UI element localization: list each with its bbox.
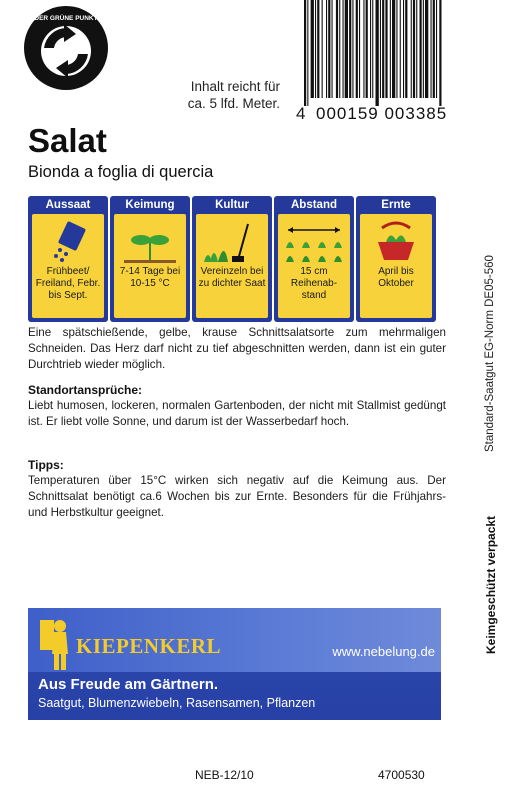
barcode-bar	[420, 0, 422, 98]
barcode-bar	[423, 0, 424, 98]
tile-keimung	[110, 196, 190, 322]
row-spacing-icon	[278, 220, 350, 264]
barcode-bar	[385, 0, 387, 98]
barcode-bar	[425, 0, 428, 98]
tile-kultur	[192, 196, 272, 322]
norm-text: Standard-Saatgut EG-Norm DE05-560	[484, 255, 496, 452]
barcode-bar	[307, 0, 308, 106]
standort-text: Liebt humosen, lockeren, normalen Gartenboden, der nicht mit Stallmist gedüngt ist. Er liebt volle Sonne, und darum ist der Wasserbedarf hoch.	[28, 399, 446, 428]
barcode-bar	[380, 0, 381, 98]
barcode-bar	[405, 0, 407, 98]
barcode-bar	[352, 0, 353, 98]
packed-text: Keimgeschützt verpackt	[484, 515, 498, 654]
barcode-bar	[356, 0, 358, 98]
footer-code: NEB-12/10	[195, 768, 254, 782]
barcode-bar	[336, 0, 338, 98]
brand-products: Saatgut, Blumenzwiebeln, Rasensamen, Pflanzen	[38, 696, 316, 710]
seedling-icon	[114, 220, 186, 264]
tile-head: Keimung	[125, 199, 175, 211]
barcode-bar	[311, 0, 314, 98]
footer-number: 4700530	[378, 768, 425, 782]
barcode-bar	[376, 0, 379, 106]
tipps-text: Temperaturen über 15°C wirken sich negativ auf die Keimung aus. Der Schnittsalat benötigt ca.6 Wochen bis zur Ernte. Besonders für die Frühjahrs- und Herbstkultur geeignet.	[28, 474, 446, 519]
tile-text: 7-14 Tage bei 10-15 °C	[119, 266, 181, 289]
content-note-line2: ca. 5 lfd. Meter.	[187, 96, 280, 111]
tipps-heading: Tipps:	[28, 458, 64, 472]
product-title: Salat	[28, 122, 107, 159]
brand-name: KIEPENKERL	[76, 634, 222, 658]
barcode-bar	[390, 0, 391, 98]
barcode-bar	[439, 0, 441, 106]
tile-text: April bis Oktober	[378, 266, 414, 289]
barcode-bar	[392, 0, 395, 98]
tile-aussaat	[28, 196, 108, 322]
barcode-bar	[317, 0, 319, 98]
barcode-bar	[413, 0, 415, 98]
barcode-bar	[304, 0, 306, 106]
barcode-bar	[322, 0, 323, 98]
product-subtitle: Bionda a foglia di quercia	[28, 163, 214, 181]
barcode-bar	[366, 0, 368, 98]
kiepenkerl-mascot-icon	[36, 614, 74, 672]
barcode-bar	[372, 0, 373, 98]
harvest-basket-icon	[360, 220, 432, 264]
barcode	[300, 0, 490, 108]
barcode-digits: 000159 003385	[316, 104, 448, 123]
barcode-bar	[345, 0, 348, 98]
brand-banner	[28, 608, 441, 720]
barcode-bar	[315, 0, 316, 98]
tile-head: Aussaat	[45, 199, 91, 211]
barcode-bar	[382, 0, 384, 98]
tile-head: Kultur	[215, 199, 249, 211]
tile-text: Vereinzeln bei zu dichter Saat	[198, 266, 266, 289]
barcode-bar	[431, 0, 432, 98]
gruener-punkt-logo	[24, 6, 108, 90]
brand-slogan: Aus Freude am Gärtnern.	[38, 676, 219, 693]
tile-ernte	[356, 196, 436, 322]
barcode-bar	[403, 0, 404, 98]
tile-head: Ernte	[381, 199, 411, 211]
barcode-bar	[370, 0, 371, 98]
barcode-bar	[328, 0, 330, 98]
seed-bag-icon	[32, 220, 104, 264]
barcode-bar	[343, 0, 344, 98]
barcode-bar	[359, 0, 360, 98]
barcode-bar	[339, 0, 340, 98]
barcode-bar	[400, 0, 401, 98]
tile-text: Frühbeet/ Freiland, Febr. bis Sept.	[35, 266, 101, 301]
barcode-bar	[363, 0, 364, 98]
barcode-bar	[411, 0, 412, 98]
barcode-bar	[396, 0, 397, 98]
tile-abstand	[274, 196, 354, 322]
barcode-bar	[433, 0, 435, 98]
description: Eine spätschießende, gelbe, krause Schnittsalatsorte zum mehrmaligen Schneiden. Das Herz darf nicht zu tief abgeschnitten werden, dann ist ein guter Durchtrieb wieder möglich.	[28, 326, 446, 371]
barcode-bar	[332, 0, 333, 98]
barcode-bar	[349, 0, 351, 98]
barcode-bar	[416, 0, 417, 98]
content-note-line1: Inhalt reicht für	[190, 79, 280, 94]
content-note	[160, 78, 280, 112]
standort-heading: Standortansprüche:	[28, 383, 143, 397]
barcode-bar	[436, 0, 437, 98]
logo-text: DER GRÜNE PUNKT	[34, 15, 98, 22]
tile-text: 15 cm Reihenab- stand	[290, 266, 338, 301]
barcode-first-digit: 4	[296, 104, 306, 123]
tile-head: Abstand	[291, 199, 337, 211]
hoe-plants-icon	[196, 220, 268, 264]
brand-url[interactable]: www.nebelung.de	[332, 644, 435, 659]
barcode-bar	[326, 0, 327, 98]
gruener-punkt-icon	[24, 6, 108, 90]
